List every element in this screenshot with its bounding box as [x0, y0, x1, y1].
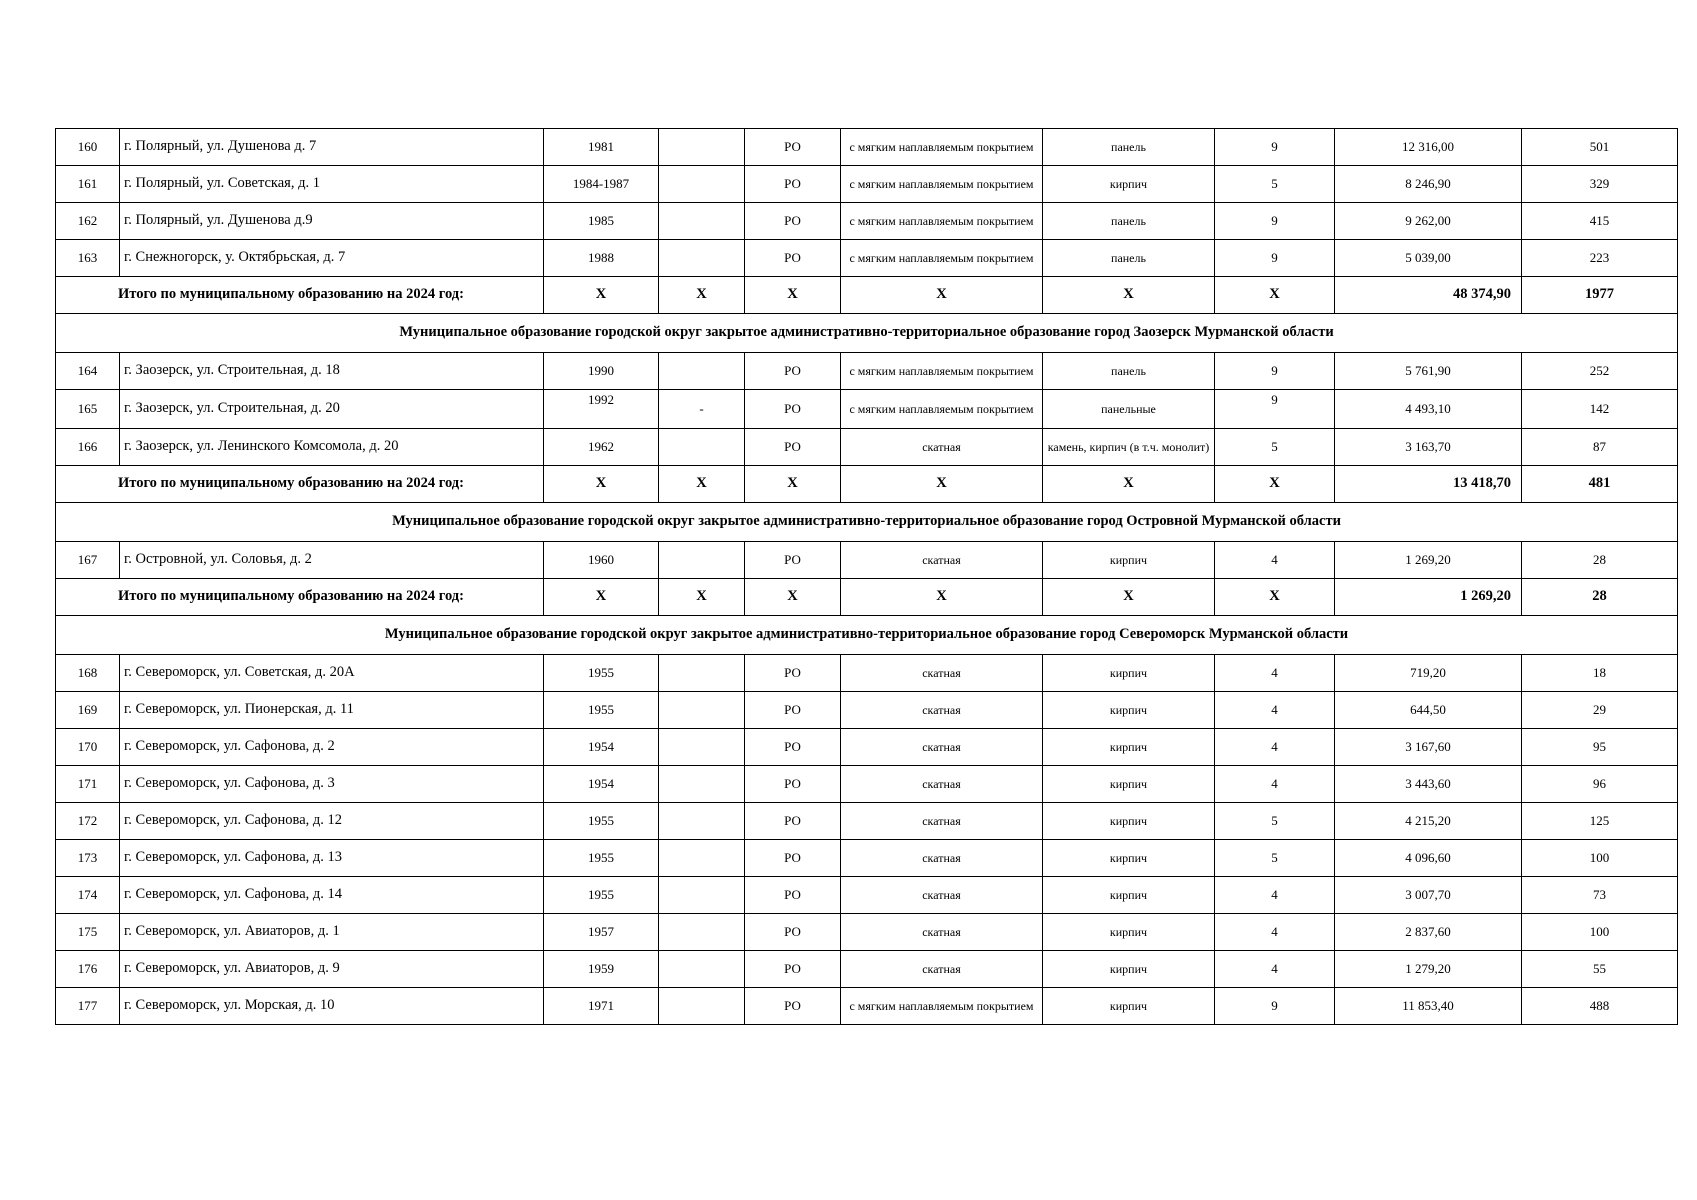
row-col4 — [659, 729, 745, 766]
table-row — [56, 766, 1678, 803]
housing-table — [55, 128, 1678, 1025]
total-mark: X — [841, 579, 1043, 616]
row-col4 — [659, 803, 745, 840]
row-address: г. Полярный, ул. Советская, д. 1 — [120, 166, 544, 203]
total-mark: X — [544, 579, 659, 616]
row-col4 — [659, 429, 745, 466]
row-address: г. Североморск, ул. Авиаторов, д. 1 — [120, 914, 544, 951]
row-wall-material: кирпич — [1043, 542, 1215, 579]
section-title: Муниципальное образование городской округ закрытое административно-территориальное образование город Североморск Мурманской области — [56, 616, 1678, 655]
row-number: 174 — [56, 877, 120, 914]
row-number: 175 — [56, 914, 120, 951]
row-year: 1954 — [544, 729, 659, 766]
row-address: г. Североморск, ул. Сафонова, д. 12 — [120, 803, 544, 840]
row-floors: 9 — [1215, 988, 1335, 1025]
row-number: 171 — [56, 766, 120, 803]
total-row — [56, 277, 1678, 314]
total-row — [56, 579, 1678, 616]
row-address: г. Островной, ул. Соловья, д. 2 — [120, 542, 544, 579]
total-mark: X — [841, 466, 1043, 503]
row-method: РО — [745, 988, 841, 1025]
row-floors: 4 — [1215, 692, 1335, 729]
row-roof-type: скатная — [841, 766, 1043, 803]
row-roof-type: скатная — [841, 951, 1043, 988]
row-wall-material: кирпич — [1043, 988, 1215, 1025]
row-year: 1992 — [544, 390, 659, 429]
row-address: г. Североморск, ул. Сафонова, д. 3 — [120, 766, 544, 803]
row-number: 167 — [56, 542, 120, 579]
row-address: г. Североморск, ул. Морская, д. 10 — [120, 988, 544, 1025]
row-year: 1955 — [544, 840, 659, 877]
table-row — [56, 166, 1678, 203]
total-area: 1 269,20 — [1335, 579, 1522, 616]
row-residents: 55 — [1522, 951, 1678, 988]
row-residents: 29 — [1522, 692, 1678, 729]
row-col4 — [659, 766, 745, 803]
row-area: 1 269,20 — [1335, 542, 1522, 579]
row-number: 162 — [56, 203, 120, 240]
row-area: 8 246,90 — [1335, 166, 1522, 203]
row-residents: 96 — [1522, 766, 1678, 803]
row-area: 719,20 — [1335, 655, 1522, 692]
total-residents: 1977 — [1522, 277, 1678, 314]
row-residents: 501 — [1522, 129, 1678, 166]
total-area: 13 418,70 — [1335, 466, 1522, 503]
table-row — [56, 951, 1678, 988]
row-area: 4 096,60 — [1335, 840, 1522, 877]
total-area: 48 374,90 — [1335, 277, 1522, 314]
row-year: 1960 — [544, 542, 659, 579]
row-method: РО — [745, 951, 841, 988]
table-row — [56, 877, 1678, 914]
table-row — [56, 803, 1678, 840]
row-floors: 5 — [1215, 803, 1335, 840]
row-number: 163 — [56, 240, 120, 277]
row-col4 — [659, 988, 745, 1025]
table-row — [56, 692, 1678, 729]
row-roof-type: с мягким наплавляемым покрытием — [841, 988, 1043, 1025]
row-residents: 125 — [1522, 803, 1678, 840]
section-title: Муниципальное образование городской округ закрытое административно-территориальное образование город Островной Мурманской области — [56, 503, 1678, 542]
row-wall-material: кирпич — [1043, 166, 1215, 203]
row-year: 1990 — [544, 353, 659, 390]
row-residents: 100 — [1522, 840, 1678, 877]
table-row — [56, 129, 1678, 166]
row-number: 173 — [56, 840, 120, 877]
row-wall-material: кирпич — [1043, 914, 1215, 951]
row-roof-type: скатная — [841, 877, 1043, 914]
row-col4 — [659, 542, 745, 579]
row-address: г. Североморск, ул. Советская, д. 20А — [120, 655, 544, 692]
table-row — [56, 840, 1678, 877]
row-area: 1 279,20 — [1335, 951, 1522, 988]
table-row — [56, 542, 1678, 579]
row-floors: 5 — [1215, 840, 1335, 877]
row-wall-material: панельные — [1043, 390, 1215, 429]
row-wall-material: кирпич — [1043, 877, 1215, 914]
section-title: Муниципальное образование городской округ закрытое административно-территориальное образование город Заозерск Мурманской области — [56, 314, 1678, 353]
total-mark: X — [1043, 579, 1215, 616]
row-roof-type: скатная — [841, 729, 1043, 766]
table-row — [56, 655, 1678, 692]
row-area: 5 761,90 — [1335, 353, 1522, 390]
row-method: РО — [745, 655, 841, 692]
row-roof-type: скатная — [841, 692, 1043, 729]
row-floors: 5 — [1215, 166, 1335, 203]
row-floors: 4 — [1215, 542, 1335, 579]
row-residents: 252 — [1522, 353, 1678, 390]
row-residents: 415 — [1522, 203, 1678, 240]
total-mark: X — [1043, 466, 1215, 503]
row-area: 3 167,60 — [1335, 729, 1522, 766]
row-roof-type: скатная — [841, 840, 1043, 877]
row-roof-type: с мягким наплавляемым покрытием — [841, 390, 1043, 429]
row-col4 — [659, 240, 745, 277]
row-residents: 100 — [1522, 914, 1678, 951]
row-address: г. Снежногорск, у. Октябрьская, д. 7 — [120, 240, 544, 277]
row-col4: - — [659, 390, 745, 429]
row-method: РО — [745, 240, 841, 277]
total-row — [56, 466, 1678, 503]
row-year: 1962 — [544, 429, 659, 466]
row-wall-material: панель — [1043, 240, 1215, 277]
row-wall-material: кирпич — [1043, 692, 1215, 729]
section-header-row — [56, 616, 1678, 655]
row-wall-material: кирпич — [1043, 766, 1215, 803]
row-number: 172 — [56, 803, 120, 840]
row-floors: 5 — [1215, 429, 1335, 466]
row-col4 — [659, 877, 745, 914]
row-address: г. Североморск, ул. Авиаторов, д. 9 — [120, 951, 544, 988]
row-floors: 9 — [1215, 390, 1335, 429]
row-number: 177 — [56, 988, 120, 1025]
table-row — [56, 240, 1678, 277]
row-residents: 18 — [1522, 655, 1678, 692]
table-row — [56, 353, 1678, 390]
row-col4 — [659, 203, 745, 240]
row-floors: 4 — [1215, 655, 1335, 692]
row-address: г. Заозерск, ул. Ленинского Комсомола, д. 20 — [120, 429, 544, 466]
total-mark: X — [659, 466, 745, 503]
row-method: РО — [745, 877, 841, 914]
row-residents: 329 — [1522, 166, 1678, 203]
row-area: 12 316,00 — [1335, 129, 1522, 166]
row-address: г. Североморск, ул. Сафонова, д. 13 — [120, 840, 544, 877]
row-area: 11 853,40 — [1335, 988, 1522, 1025]
row-method: РО — [745, 729, 841, 766]
table-row — [56, 914, 1678, 951]
row-area: 644,50 — [1335, 692, 1522, 729]
total-mark: X — [745, 277, 841, 314]
row-roof-type: скатная — [841, 542, 1043, 579]
row-method: РО — [745, 203, 841, 240]
total-mark: X — [1215, 277, 1335, 314]
row-method: РО — [745, 766, 841, 803]
total-mark: X — [659, 579, 745, 616]
row-area: 4 493,10 — [1335, 390, 1522, 429]
row-address: г. Североморск, ул. Пионерская, д. 11 — [120, 692, 544, 729]
row-col4 — [659, 353, 745, 390]
row-roof-type: скатная — [841, 429, 1043, 466]
row-year: 1959 — [544, 951, 659, 988]
row-col4 — [659, 914, 745, 951]
row-roof-type: с мягким наплавляемым покрытием — [841, 203, 1043, 240]
section-header-row — [56, 314, 1678, 353]
row-method: РО — [745, 542, 841, 579]
row-residents: 488 — [1522, 988, 1678, 1025]
total-mark: X — [841, 277, 1043, 314]
row-floors: 9 — [1215, 129, 1335, 166]
total-residents: 481 — [1522, 466, 1678, 503]
row-year: 1955 — [544, 692, 659, 729]
row-method: РО — [745, 166, 841, 203]
row-wall-material: панель — [1043, 129, 1215, 166]
row-method: РО — [745, 129, 841, 166]
row-number: 164 — [56, 353, 120, 390]
row-col4 — [659, 692, 745, 729]
row-area: 3 007,70 — [1335, 877, 1522, 914]
row-wall-material: кирпич — [1043, 803, 1215, 840]
total-label: Итого по муниципальному образованию на 2024 год: — [56, 466, 544, 503]
row-roof-type: с мягким наплавляемым покрытием — [841, 129, 1043, 166]
row-col4 — [659, 129, 745, 166]
row-residents: 87 — [1522, 429, 1678, 466]
row-residents: 223 — [1522, 240, 1678, 277]
row-residents: 28 — [1522, 542, 1678, 579]
total-mark: X — [1215, 466, 1335, 503]
row-year: 1954 — [544, 766, 659, 803]
total-mark: X — [659, 277, 745, 314]
table-row — [56, 429, 1678, 466]
row-year: 1988 — [544, 240, 659, 277]
table-row — [56, 988, 1678, 1025]
row-number: 160 — [56, 129, 120, 166]
row-col4 — [659, 840, 745, 877]
row-method: РО — [745, 914, 841, 951]
row-year: 1955 — [544, 877, 659, 914]
table-row — [56, 390, 1678, 429]
total-mark: X — [745, 466, 841, 503]
row-col4 — [659, 655, 745, 692]
row-address: г. Североморск, ул. Сафонова, д. 14 — [120, 877, 544, 914]
row-number: 165 — [56, 390, 120, 429]
row-number: 176 — [56, 951, 120, 988]
row-method: РО — [745, 429, 841, 466]
row-number: 169 — [56, 692, 120, 729]
row-residents: 95 — [1522, 729, 1678, 766]
row-area: 2 837,60 — [1335, 914, 1522, 951]
row-wall-material: кирпич — [1043, 655, 1215, 692]
row-method: РО — [745, 390, 841, 429]
row-address: г. Полярный, ул. Душенова д. 7 — [120, 129, 544, 166]
row-address: г. Полярный, ул. Душенова д.9 — [120, 203, 544, 240]
row-wall-material: панель — [1043, 203, 1215, 240]
row-number: 170 — [56, 729, 120, 766]
row-address: г. Заозерск, ул. Строительная, д. 20 — [120, 390, 544, 429]
row-floors: 9 — [1215, 203, 1335, 240]
row-floors: 4 — [1215, 951, 1335, 988]
row-floors: 9 — [1215, 353, 1335, 390]
row-roof-type: скатная — [841, 655, 1043, 692]
row-roof-type: с мягким наплавляемым покрытием — [841, 166, 1043, 203]
row-year: 1984-1987 — [544, 166, 659, 203]
total-mark: X — [1215, 579, 1335, 616]
row-number: 168 — [56, 655, 120, 692]
table-body — [56, 129, 1678, 1025]
row-roof-type: скатная — [841, 803, 1043, 840]
row-year: 1981 — [544, 129, 659, 166]
row-residents: 73 — [1522, 877, 1678, 914]
row-year: 1955 — [544, 655, 659, 692]
row-floors: 4 — [1215, 766, 1335, 803]
row-method: РО — [745, 840, 841, 877]
row-number: 166 — [56, 429, 120, 466]
total-label: Итого по муниципальному образованию на 2024 год: — [56, 579, 544, 616]
total-residents: 28 — [1522, 579, 1678, 616]
row-area: 5 039,00 — [1335, 240, 1522, 277]
total-mark: X — [1043, 277, 1215, 314]
total-mark: X — [544, 466, 659, 503]
row-col4 — [659, 166, 745, 203]
row-method: РО — [745, 353, 841, 390]
total-mark: X — [745, 579, 841, 616]
row-area: 3 443,60 — [1335, 766, 1522, 803]
row-area: 9 262,00 — [1335, 203, 1522, 240]
row-floors: 4 — [1215, 729, 1335, 766]
row-floors: 4 — [1215, 914, 1335, 951]
row-year: 1985 — [544, 203, 659, 240]
row-year: 1957 — [544, 914, 659, 951]
row-wall-material: кирпич — [1043, 951, 1215, 988]
row-area: 3 163,70 — [1335, 429, 1522, 466]
row-number: 161 — [56, 166, 120, 203]
row-wall-material: панель — [1043, 353, 1215, 390]
row-residents: 142 — [1522, 390, 1678, 429]
row-roof-type: с мягким наплавляемым покрытием — [841, 353, 1043, 390]
row-address: г. Заозерск, ул. Строительная, д. 18 — [120, 353, 544, 390]
table-row — [56, 203, 1678, 240]
row-wall-material: кирпич — [1043, 729, 1215, 766]
row-roof-type: с мягким наплавляемым покрытием — [841, 240, 1043, 277]
row-address: г. Североморск, ул. Сафонова, д. 2 — [120, 729, 544, 766]
total-label: Итого по муниципальному образованию на 2024 год: — [56, 277, 544, 314]
section-header-row — [56, 503, 1678, 542]
row-method: РО — [745, 692, 841, 729]
row-area: 4 215,20 — [1335, 803, 1522, 840]
row-floors: 4 — [1215, 877, 1335, 914]
row-roof-type: скатная — [841, 914, 1043, 951]
table-row — [56, 729, 1678, 766]
row-floors: 9 — [1215, 240, 1335, 277]
row-wall-material: камень, кирпич (в т.ч. монолит) — [1043, 429, 1215, 466]
row-col4 — [659, 951, 745, 988]
row-year: 1955 — [544, 803, 659, 840]
row-method: РО — [745, 803, 841, 840]
row-year: 1971 — [544, 988, 659, 1025]
row-wall-material: кирпич — [1043, 840, 1215, 877]
total-mark: X — [544, 277, 659, 314]
